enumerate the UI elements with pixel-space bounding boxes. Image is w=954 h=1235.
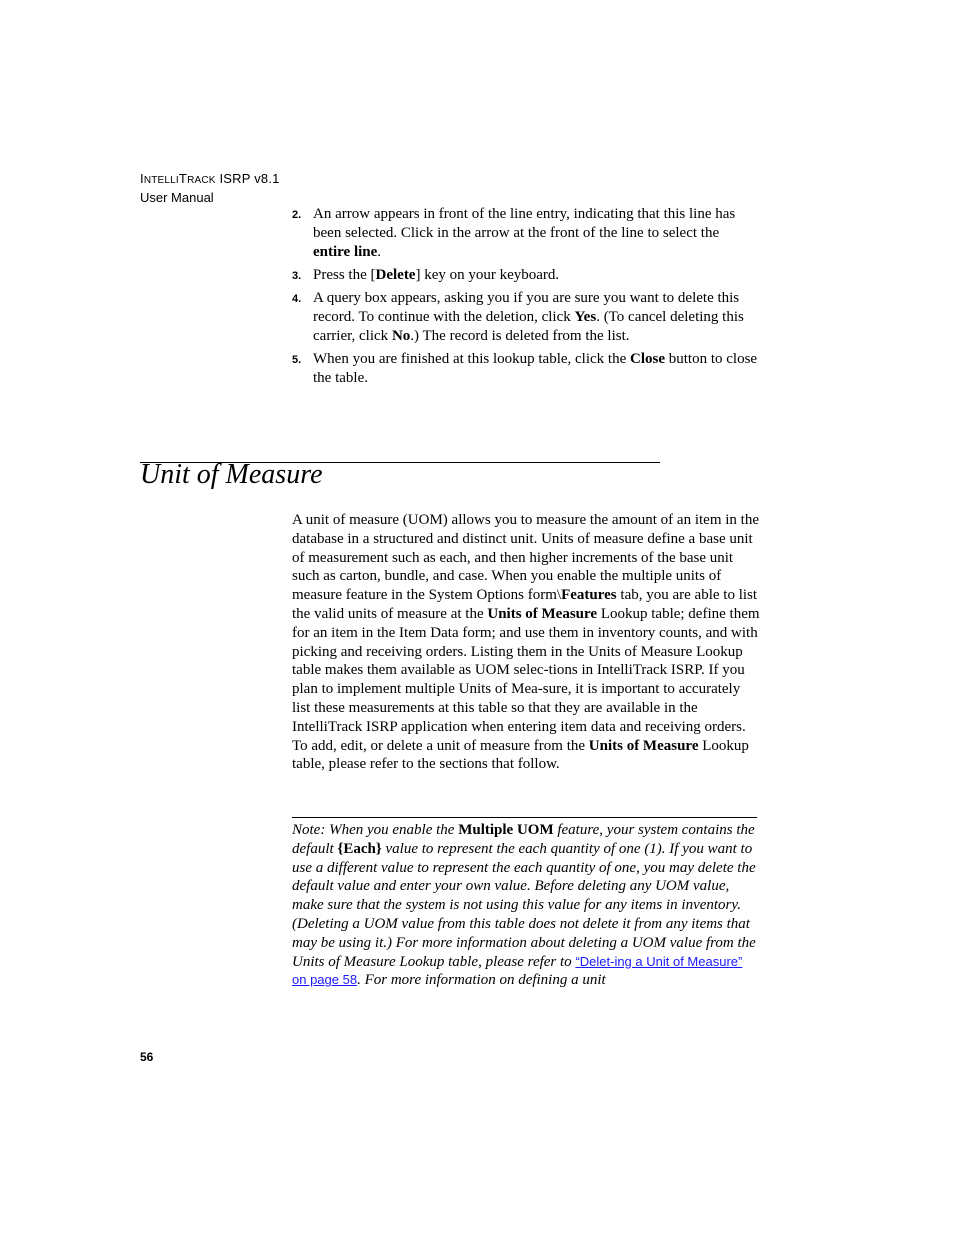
step-item: 3. Press the [Delete] key on your keyboard. bbox=[292, 267, 560, 283]
section-title: Unit of Measure bbox=[140, 459, 323, 490]
page-number: 56 bbox=[140, 1050, 154, 1064]
step-item: 5. When you are finished at this lookup table, click the Close button to close the table. bbox=[292, 351, 758, 386]
cross-reference-link[interactable]: “Delet-ing a Unit of Measure” on page 58 bbox=[292, 953, 743, 988]
step-list bbox=[292, 205, 758, 392]
running-header bbox=[140, 170, 280, 206]
note-rule bbox=[292, 817, 757, 818]
step-item: 4. A query box appears, asking you if you are sure you want to delete this record. To continue with the deletion, click Yes. (To cancel deleting this carrier, click No.) The record is deleted from the list. bbox=[292, 290, 744, 344]
step-item: 2. An arrow appears in front of the line entry, indicating that this line has been selected. Click in the arrow at the front of the line to select the entire line. bbox=[292, 206, 736, 260]
section-paragraph: A unit of measure (UOM) allows you to measure the amount of an item in the database in a structured and distinct unit. Units of measure define a base unit of measurement such as each, and then higher increments of the base unit such as carton, bundle, and case. When you enable the multiple units of measure feature in the System Options form\Features tab, you are able to list the valid units of measure at the Units of Measure Lookup table; define them for an item in the Item Data form; and use them in inventory counts, and with picking and receiving orders. Listing them in the Units of Measure Lookup table makes them available as UOM selec-tions in IntelliTrack ISRP. If you plan to implement multiple Units of Mea-sure, it is important to accurately list these measurements at this table so that they are available in the IntelliTrack ISRP application when entering item data and receiving orders. To add, edit, or delete a unit of measure from the Units of Measure Lookup table, please refer to the sections that follow. bbox=[292, 512, 760, 773]
manual-subtitle: User Manual bbox=[140, 190, 214, 205]
product-name: INTELLITRACK ISRP v8.1 bbox=[140, 171, 280, 186]
note-paragraph: Note: When you enable the Multiple UOM feature, your system contains the default {Each} value to represent the each quantity of one (1). If you want to use a different value to represent the each quantity of one, you may delete the default value and enter your own value. Before deleting any UOM value, make sure that the system is not using this value for any items in inventory. (Deleting a UOM value from this table does not delete it from any items that may be using it.) For more information about deleting a UOM value from the Units of Measure Lookup table, please refer to “Delet-ing a Unit of Measure” on page 58. For more information on defining a unit bbox=[292, 822, 756, 989]
